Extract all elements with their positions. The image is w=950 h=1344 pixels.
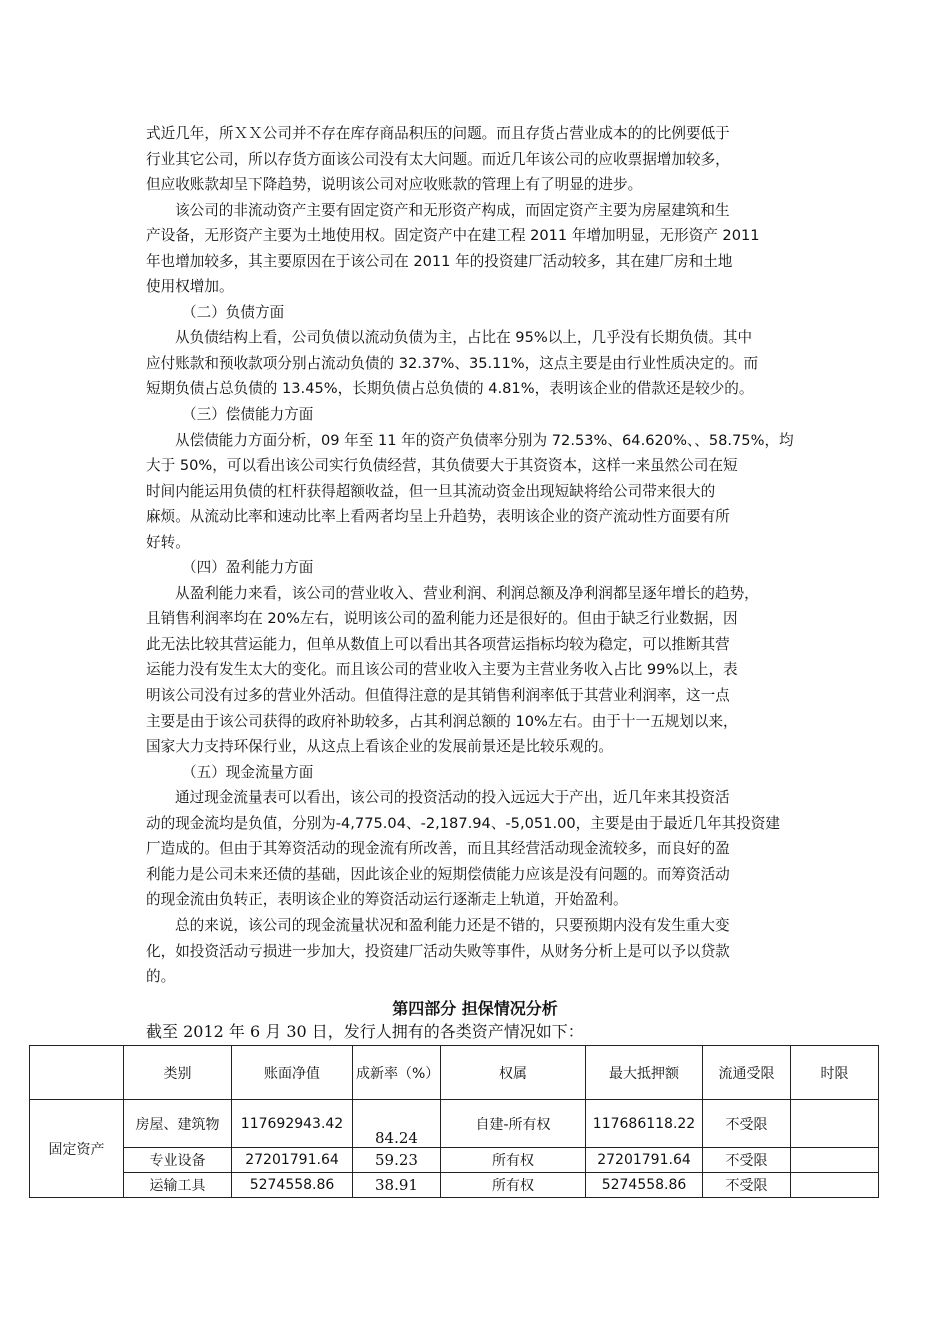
- category-cell: 运输工具: [124, 1173, 232, 1198]
- paragraph-line: 厂造成的。但由于其筹资活动的现金流有所改善，而且其经营活动现金流较多，而良好的盈: [146, 840, 730, 858]
- rate-cell: 59.23: [353, 1148, 441, 1173]
- subsection-heading: （四）盈利能力方面: [182, 559, 314, 577]
- header-cell: 类别: [124, 1046, 232, 1100]
- rate-cell: 84.24: [353, 1100, 441, 1148]
- paragraph-line: 化，如投资活动亏损进一步加大，投资建厂活动失败等事件，从财务分析上是可以予以贷款: [146, 942, 730, 960]
- paragraph-line: 行业其它公司，所以存货方面该公司没有太大问题。而近几年该公司的应收票据增加较多，: [146, 150, 730, 168]
- rate-cell: 38.91: [353, 1173, 441, 1198]
- header-cell: 权属: [441, 1046, 586, 1100]
- paragraph-line: 通过现金流量表可以看出，该公司的投资活动的投入远远大于产出，近几年来其投资活: [175, 789, 730, 807]
- paragraph-line: 该公司的非流动资产主要有固定资产和无形资产构成，而固定资产主要为房屋建筑和生: [175, 201, 730, 219]
- paragraph-line: 好转。: [146, 533, 190, 551]
- paragraph-line: 主要是由于该公司获得的政府补助较多，占其利润总额的 10%左右。由于十一五规划以来，: [146, 712, 738, 730]
- paragraph-line: 从负债结构上看，公司负债以流动负债为主，占比在 95%以上，几乎没有长期负债。其中: [175, 329, 753, 347]
- body-text: [146, 121, 806, 990]
- category-cell: 房屋、建筑物: [124, 1100, 232, 1148]
- max-mortgage-cell: 27201791.64: [586, 1148, 703, 1173]
- section-intro: 截至 2012 年 6 月 30 日，发行人拥有的各类资产情况如下：: [146, 1022, 584, 1041]
- category-cell: 专业设备: [124, 1148, 232, 1173]
- paragraph-line: 年也增加较多，其主要原因在于该公司在 2011 年的投资建厂活动较多，其在建厂房和土地: [146, 252, 733, 270]
- paragraph-line: 从偿债能力方面分析，09 年至 11 年的资产负债率分别为 72.53%、64.620%、、58.75%，均: [175, 431, 794, 449]
- header-cell: 成新率（%）: [353, 1046, 441, 1100]
- ownership-cell: 所有权: [441, 1148, 586, 1173]
- group-label: 固定资产: [30, 1100, 124, 1198]
- paragraph-line: 运能力没有发生太大的变化。而且该公司的营业收入主要为主营业务收入占比 99%以上，表: [146, 661, 738, 679]
- paragraph-line: 的现金流由负转正，表明该企业的筹资活动运行逐渐走上轨道，开始盈利。: [146, 891, 628, 909]
- book-value-cell: 5274558.86: [232, 1173, 353, 1198]
- paragraph-line: 明该公司没有过多的营业外活动。但值得注意的是其销售利润率低于其营业利润率，这一点: [146, 687, 730, 705]
- paragraph-line: 麻烦。从流动比率和速动比率上看两者均呈上升趋势，表明该企业的资产流动性方面要有所: [146, 508, 730, 526]
- table-row: [30, 1100, 879, 1148]
- ownership-cell: 自建-所有权: [441, 1100, 586, 1148]
- paragraph-line: 应付账款和预收款项分别占流动负债的 32.37%、35.11%，这点主要是由行业性质决定的。而: [146, 354, 759, 372]
- restriction-cell: 不受限: [703, 1100, 791, 1148]
- header-cell: [30, 1046, 124, 1100]
- header-cell: 账面净值: [232, 1046, 353, 1100]
- asset-table: [29, 1045, 879, 1198]
- paragraph-line: 动的现金流均是负值，分别为-4,775.04、-2,187.94、-5,051.00，主要是由于最近几年其投资建: [146, 814, 780, 832]
- header-cell: 最大抵押额: [586, 1046, 703, 1100]
- max-mortgage-cell: 117686118.22: [586, 1100, 703, 1148]
- paragraph-line: 总的来说，该公司的现金流量状况和盈利能力还是不错的，只要预期内没有发生重大变: [175, 916, 730, 934]
- ownership-cell: 所有权: [441, 1173, 586, 1198]
- table-row: [30, 1148, 879, 1173]
- subsection-heading: （五）现金流量方面: [182, 763, 314, 781]
- paragraph-line: 时间内能运用负债的杠杆获得超额收益，但一旦其流动资金出现短缺将给公司带来很大的: [146, 482, 716, 500]
- paragraph-line: 大于 50%，可以看出该公司实行负债经营，其负债要大于其资资本，这样一来虽然公司在短: [146, 457, 738, 475]
- paragraph-line: 产设备，无形资产主要为土地使用权。固定资产中在建工程 2011 年增加明显，无形资产 2011: [146, 227, 760, 245]
- restriction-cell: 不受限: [703, 1173, 791, 1198]
- paragraph-line: 短期负债占总负债的 13.45%，长期负债占总负债的 4.81%，表明该企业的借款还是较少的。: [146, 380, 754, 398]
- restriction-cell: 不受限: [703, 1148, 791, 1173]
- table-row: [30, 1173, 879, 1198]
- table-header-row: [30, 1046, 879, 1100]
- header-cell: 流通受限: [703, 1046, 791, 1100]
- header-cell: 时限: [791, 1046, 879, 1100]
- max-mortgage-cell: 5274558.86: [586, 1173, 703, 1198]
- book-value-cell: 27201791.64: [232, 1148, 353, 1173]
- paragraph-line: 且销售利润率均在 20%左右，说明该公司的盈利能力还是很好的。但由于缺乏行业数据，因: [146, 610, 738, 628]
- term-cell: [791, 1148, 879, 1173]
- term-cell: [791, 1100, 879, 1148]
- book-value-cell: 117692943.42: [232, 1100, 353, 1148]
- paragraph-line: 此无法比较其营运能力，但单从数值上可以看出其各项营运指标均较为稳定，可以推断其营: [146, 635, 730, 653]
- paragraph-line: 但应收账款却呈下降趋势，说明该公司对应收账款的管理上有了明显的进步。: [146, 176, 643, 194]
- paragraph-line: 利能力是公司未来还债的基础，因此该企业的短期偿债能力应该是没有问题的。而筹资活动: [146, 865, 730, 883]
- paragraph-line: 的。: [146, 968, 176, 986]
- paragraph-line: 国家大力支持环保行业，从这点上看该企业的发展前景还是比较乐观的。: [146, 738, 614, 756]
- paragraph-line: 使用权增加。: [146, 278, 234, 296]
- term-cell: [791, 1173, 879, 1198]
- subsection-heading: （三）偿债能力方面: [182, 406, 314, 424]
- subsection-heading: （二）负债方面: [182, 303, 285, 321]
- paragraph-line: 从盈利能力来看，该公司的营业收入、营业利润、利润总额及净利润都呈逐年增长的趋势，: [175, 584, 759, 602]
- paragraph-line: 式近几年，所ＸＸ公司并不存在库存商品积压的问题。而且存货占营业成本的的比例要低于: [146, 125, 730, 142]
- section-title: 第四部分 担保情况分析: [392, 999, 558, 1018]
